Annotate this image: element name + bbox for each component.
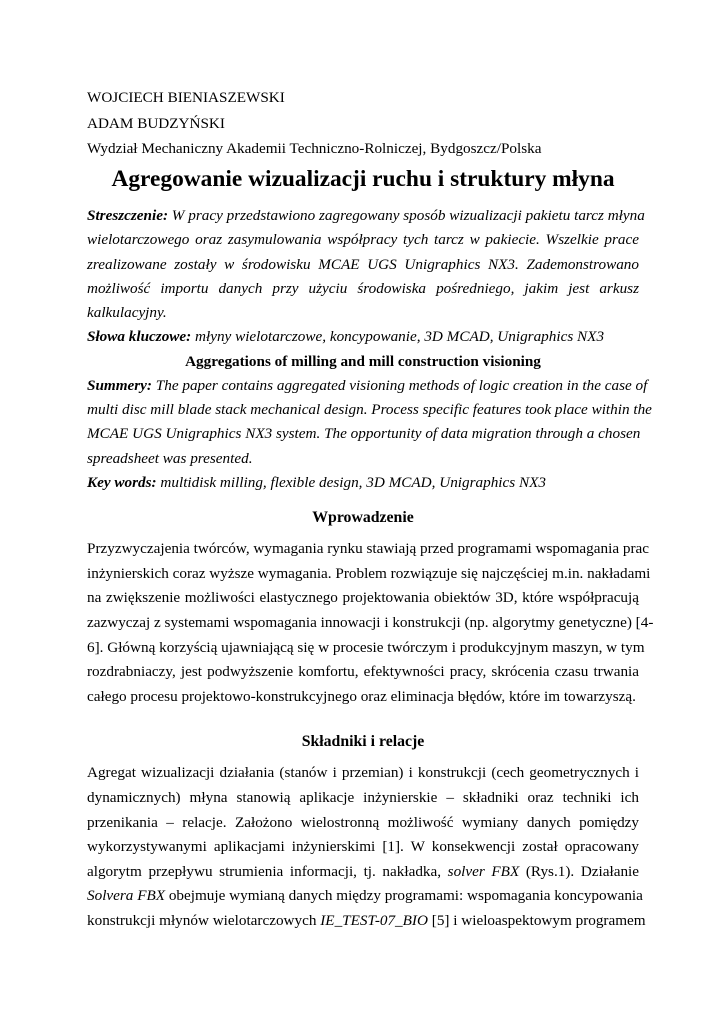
body-line: przenikania – relacje. Założono wielostronną możliwość wymiany danych pomiędzy [87, 813, 639, 831]
abstract-pl-line: zrealizowane zostały w środowisku MCAE UGS Unigraphics NX3. Zademonstrowano [87, 255, 639, 273]
abstract-en-label: Summery: [87, 376, 152, 394]
affiliation: Wydział Mechaniczny Akademii Techniczno-Rolniczej, Bydgoszcz/Polska [87, 140, 542, 157]
solver-fbx-term: Solvera FBX [87, 887, 166, 905]
abstract-pl-line: wielotarczowego oraz zasymulowania współpracy tych tarcz w pakiecie. Wszelkie prace [87, 231, 639, 249]
body-line: na zwiększenie możliwości elastycznego projektowania obiektów 3D, które współpracują [87, 589, 639, 607]
body-line: 6]. Główną korzyścią ujawniającą się w procesie twórczym i produkcyjnym maszyn, w tym [87, 638, 645, 656]
abstract-pl-line: kalkulacyjny. [87, 304, 167, 322]
keywords-en: Key words: multidisk milling, flexible design, 3D MCAD, Unigraphics NX3 [87, 473, 546, 491]
body-line: Przyzwyczajenia twórców, wymagania rynku stawiają przed programami wspomagania prac [87, 540, 649, 558]
abstract-pl-line: Streszczenie: W pracy przedstawiono zagregowany sposób wizualizacji pakietu tarcz młyna [87, 207, 645, 224]
body-line: dynamicznych) młyna stanowią aplikacje inżynierskie – składniki oraz techniki ich [87, 789, 639, 807]
body-line: zazwyczaj z systemami wspomagania innowacji i konstrukcji (np. algorytmy genetyczne) [4- [87, 614, 654, 632]
paper-title: Agregowanie wizualizacji ruchu i struktury młyna [111, 166, 615, 192]
body-line: rozdrabniaczy, jest podwyższenie komfortu, efektywności pracy, skrócenia czasu trwania [87, 663, 639, 681]
keywords-pl-label: Słowa kluczowe: [87, 328, 192, 346]
body-line: Agregat wizualizacji działania (stanów i przemian) i konstrukcji (cech geometrycznych i [87, 764, 639, 782]
body-line: inżynierskich coraz wyższe wymagania. Problem rozwiązuje się najczęściej m.in. nakładami [87, 564, 651, 582]
abstract-pl-label: Streszczenie: [87, 207, 168, 224]
abstract-pl-line: możliwość importu danych przy użyciu środowiska pośredniego, jakim jest arkusz [87, 279, 639, 297]
section-components-body [87, 761, 646, 933]
paper-page [87, 85, 654, 934]
abstract-en-line: spreadsheet was presented. [87, 449, 253, 467]
section-introduction-body [87, 537, 654, 709]
author-2: ADAM BUDZYŃSKI [87, 114, 225, 132]
abstract-en [87, 374, 652, 495]
section-heading-introduction: Wprowadzenie [312, 509, 414, 527]
body-line: całego procesu projektowo-konstrukcyjnego oraz eliminacja błędów, które im towarzyszą. [87, 687, 636, 705]
section-heading-components: Składniki i relacje [301, 733, 425, 751]
abstract-en-line: multi disc mill blade stack mechanical design. Process specific features took place within the [87, 401, 652, 419]
english-title: Aggregations of milling and mill construction visioning [185, 352, 541, 370]
abstract-pl [87, 204, 645, 350]
body-line: konstrukcji młynów wielotarczowych IE_TEST-07_BIO [5] i wieloaspektowym programem [87, 911, 646, 929]
body-line: Solvera FBX obejmuje wymianą danych między programami: wspomagania koncypowania [87, 887, 643, 905]
abstract-en-line: MCAE UGS Unigraphics NX3 system. The opportunity of data migration through a chosen [87, 425, 641, 443]
author-1: WOJCIECH BIENIASZEWSKI [87, 89, 285, 106]
body-line: wykorzystywanymi aplikacjami inżynierskimi [1]. W konsekwencji został opracowany [87, 838, 639, 856]
abstract-en-line: Summery: The paper contains aggregated visioning methods of logic creation in the case of [87, 376, 648, 394]
keywords-en-label: Key words: [87, 473, 157, 491]
keywords-pl: Słowa kluczowe: młyny wielotarczowe, koncypowanie, 3D MCAD, Unigraphics NX3 [87, 328, 605, 346]
body-line: algorytm przepływu strumienia informacji, tj. nakładka, solver FBX (Rys.1). Działanie [87, 862, 640, 880]
ie-test-term: IE_TEST-07_BIO [320, 911, 428, 929]
solver-fbx-term: solver FBX [447, 862, 520, 880]
